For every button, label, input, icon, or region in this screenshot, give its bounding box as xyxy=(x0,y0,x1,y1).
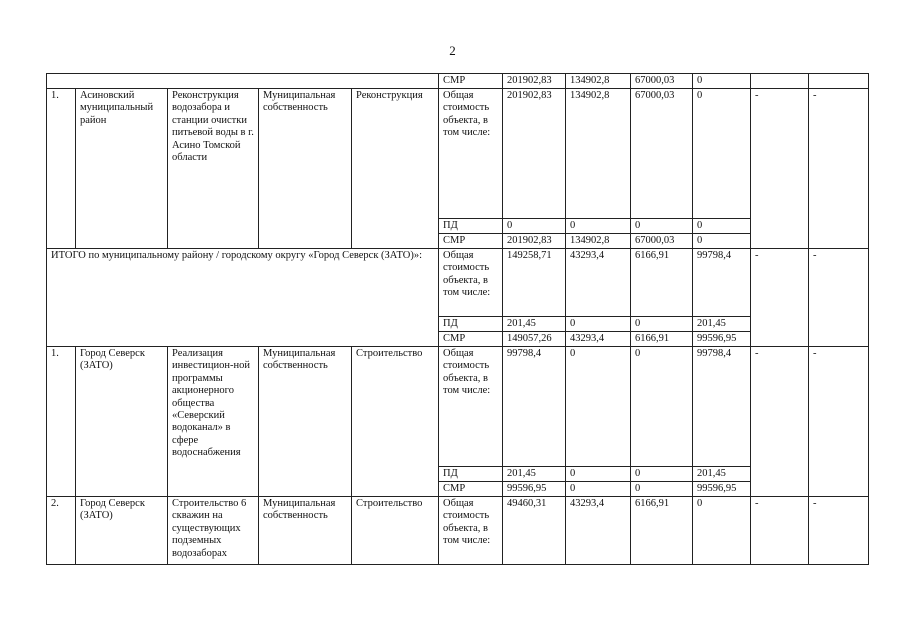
itogo-label: ИТОГО по муниципальному району / городскому округу «Город Северск (ЗАТО)»: xyxy=(47,249,439,347)
cell-total: 149258,71 xyxy=(503,249,566,317)
dash-cell: - xyxy=(751,249,809,347)
cell-year-3: 0 xyxy=(693,89,751,219)
cell-year-2: 0 xyxy=(631,467,693,482)
table-row xyxy=(47,347,869,467)
row-label: СМР xyxy=(439,332,503,347)
cell-total: 201902,83 xyxy=(503,74,566,89)
cell-year-1: 0 xyxy=(566,347,631,467)
municipality-cell: Город Северск (ЗАТО) xyxy=(76,497,168,565)
total-label: Общая стоимость объекта, в том числе: xyxy=(439,89,503,219)
dash-cell: - xyxy=(809,497,869,565)
cell-year-2: 67000,03 xyxy=(631,89,693,219)
cell-total: 149057,26 xyxy=(503,332,566,347)
table-row xyxy=(47,249,869,317)
cell-year-3: 99596,95 xyxy=(693,332,751,347)
cell-year-3: 0 xyxy=(693,497,751,565)
cell-year-3: 0 xyxy=(693,74,751,89)
cell-year-2: 6166,91 xyxy=(631,249,693,317)
cell-total: 201,45 xyxy=(503,467,566,482)
cell-year-1: 43293,4 xyxy=(566,497,631,565)
row-label: СМР xyxy=(439,234,503,249)
cell-year-1: 134902,8 xyxy=(566,89,631,219)
total-label: Общая стоимость объекта, в том числе: xyxy=(439,347,503,467)
cell-year-1: 134902,8 xyxy=(566,74,631,89)
cell-year-1: 0 xyxy=(566,482,631,497)
table-row xyxy=(47,74,869,89)
cell-year-1: 43293,4 xyxy=(566,249,631,317)
dash-cell: - xyxy=(751,89,809,249)
cell-year-1: 134902,8 xyxy=(566,234,631,249)
object-cell: Строительство 6 скважин на существующих подземных водозаборах xyxy=(168,497,259,565)
cell-total: 0 xyxy=(503,219,566,234)
page-number: 2 xyxy=(449,43,456,58)
row-label: СМР xyxy=(439,74,503,89)
cell-year-3: 0 xyxy=(693,234,751,249)
cell-year-2: 0 xyxy=(631,317,693,332)
row-number: 1. xyxy=(47,347,76,497)
cell-year-2: 0 xyxy=(631,219,693,234)
cell-year-3: 0 xyxy=(693,219,751,234)
table-row xyxy=(47,89,869,219)
cell-total: 99798,4 xyxy=(503,347,566,467)
cell-year-1: 0 xyxy=(566,219,631,234)
total-label: Общая стоимость объекта, в том числе: xyxy=(439,249,503,317)
row-label: ПД xyxy=(439,219,503,234)
cell-total: 201,45 xyxy=(503,317,566,332)
cell-total: 99596,95 xyxy=(503,482,566,497)
cell-total: 201902,83 xyxy=(503,89,566,219)
row-label: ПД xyxy=(439,317,503,332)
blank-cell xyxy=(47,74,439,89)
cell-year-1: 43293,4 xyxy=(566,332,631,347)
total-label: Общая стоимость объекта, в том числе: xyxy=(439,497,503,565)
cell-year-2: 67000,03 xyxy=(631,74,693,89)
municipality-cell: Асиновский муниципальный район xyxy=(76,89,168,249)
cell-year-1: 0 xyxy=(566,467,631,482)
dash-cell: - xyxy=(809,347,869,497)
work-type-cell: Строительство xyxy=(352,497,439,565)
cell-year-2: 0 xyxy=(631,482,693,497)
dash-cell: - xyxy=(809,249,869,347)
blank-cell xyxy=(751,74,809,89)
ownership-cell: Муниципальная собственность xyxy=(259,347,352,497)
dash-cell: - xyxy=(751,347,809,497)
object-cell: Реконструкция водозабора и станции очистки питьевой воды в г. Асино Томской области xyxy=(168,89,259,249)
cell-year-3: 201,45 xyxy=(693,467,751,482)
row-number: 2. xyxy=(47,497,76,565)
municipality-cell: Город Северск (ЗАТО) xyxy=(76,347,168,497)
work-type-cell: Реконструкция xyxy=(352,89,439,249)
cell-year-3: 99596,95 xyxy=(693,482,751,497)
row-number: 1. xyxy=(47,89,76,249)
cell-year-3: 99798,4 xyxy=(693,249,751,317)
cell-year-1: 0 xyxy=(566,317,631,332)
blank-cell xyxy=(809,74,869,89)
ownership-cell: Муниципальная собственность xyxy=(259,497,352,565)
cell-total: 49460,31 xyxy=(503,497,566,565)
cell-year-2: 6166,91 xyxy=(631,497,693,565)
dash-cell: - xyxy=(809,89,869,249)
cell-year-2: 6166,91 xyxy=(631,332,693,347)
investment-table xyxy=(46,73,869,565)
dash-cell: - xyxy=(751,497,809,565)
cell-total: 201902,83 xyxy=(503,234,566,249)
table-row xyxy=(47,497,869,565)
cell-year-3: 201,45 xyxy=(693,317,751,332)
cell-year-2: 67000,03 xyxy=(631,234,693,249)
cell-year-2: 0 xyxy=(631,347,693,467)
work-type-cell: Строительство xyxy=(352,347,439,497)
cell-year-3: 99798,4 xyxy=(693,347,751,467)
row-label: ПД xyxy=(439,467,503,482)
object-cell: Реализация инвестицион-ной программы акционерного общества «Северский водоканал» в сфере водоснабжения xyxy=(168,347,259,497)
row-label: СМР xyxy=(439,482,503,497)
ownership-cell: Муниципальная собственность xyxy=(259,89,352,249)
